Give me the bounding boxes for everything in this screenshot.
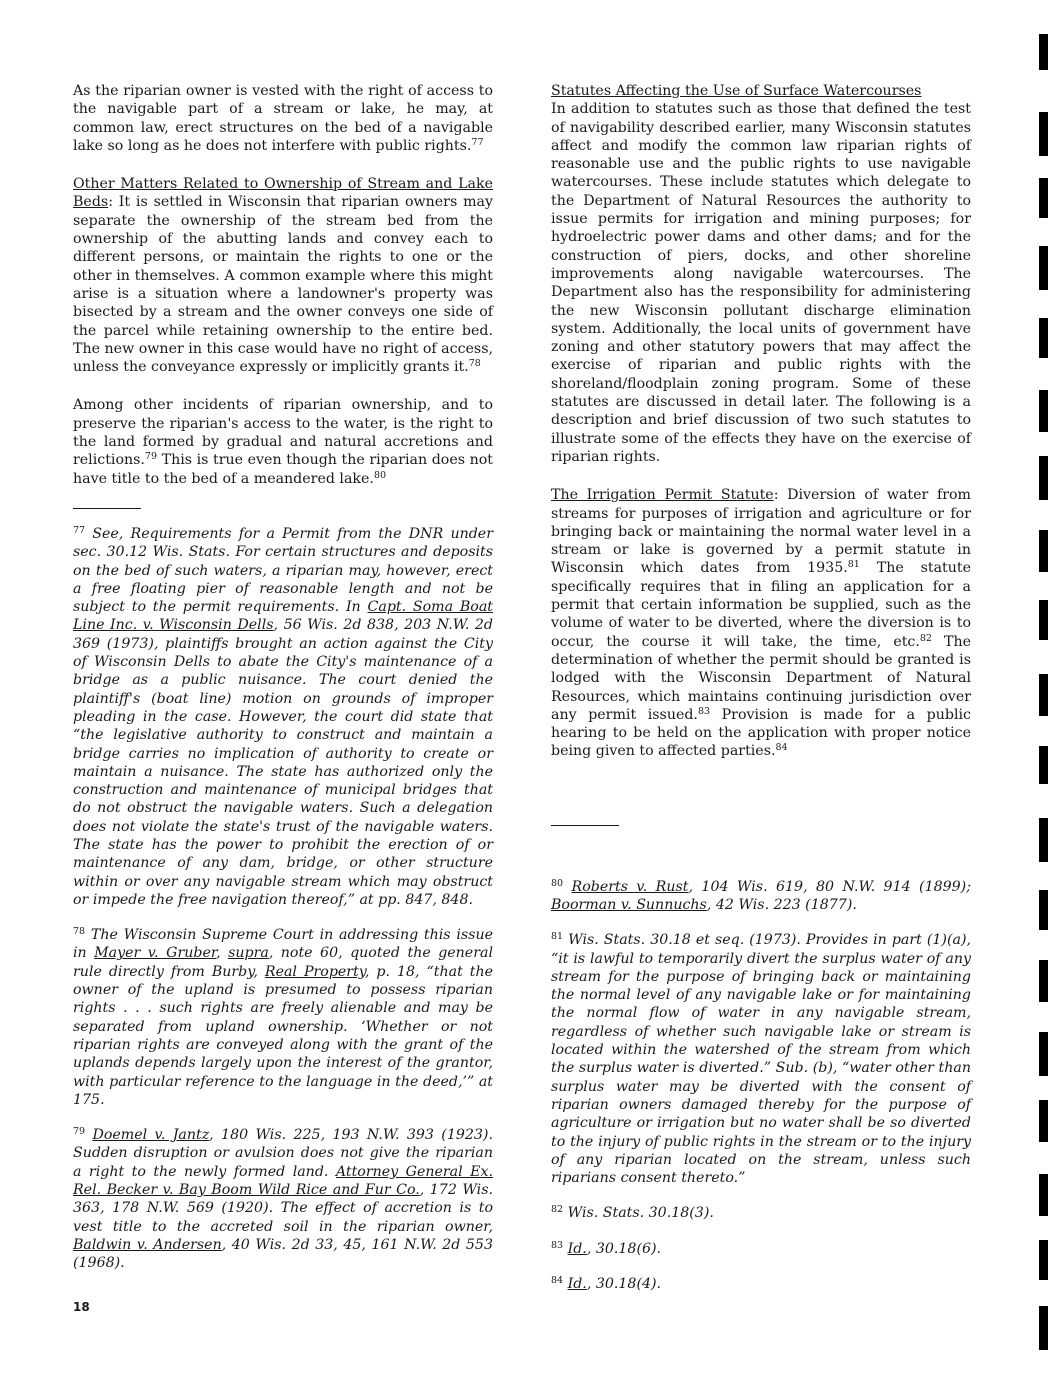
- paragraph-text: In addition to statutes such as those that defined the test of navigability described earlier, many Wisconsin statutes affect and modify the common law riparian rights of reasonable use and the public rights to use navigable watercourses. These include statutes which delegate to the Department of Natural Resources the authority to issue permits for irrigation and mining purposes; for hydroelectric power dams and other dams; and for the construction of piers, docks, and other shoreline improvements along navigable watercourses. The Department also has the responsibility for administering the new Wisconsin pollutant discharge elimination system. Additionally, the local units of government have zoning and other statutory powers that may affect the exercise of riparian and public rights with the shoreland/floodplain zoning program. Some of these statutes are discussed in detail later. The following is a description and brief discussion of two such statutes to illustrate some of the effects they have on the exercise of riparian rights.: [551, 101, 971, 465]
- footnote-number: 80: [551, 877, 564, 889]
- edge-mark: [1039, 390, 1048, 432]
- case-citation: Roberts v. Rust: [571, 878, 689, 895]
- paragraph-text: : Diversion of water from streams for purposes of irrigation and agriculture or for bringing back or maintaining the normal water level in a stream or lake is governed by a permit statute in Wisconsin which dates from 1935.: [551, 487, 971, 577]
- footnote-ref: 84: [775, 742, 788, 754]
- footnote-text: , 30.18(6).: [586, 1240, 662, 1257]
- edge-mark: [1039, 178, 1048, 218]
- edge-mark: [1039, 600, 1048, 640]
- case-citation: Mayer v. Gruber: [94, 945, 217, 962]
- footnote-79: [73, 1126, 493, 1272]
- footnote-divider: [73, 508, 141, 509]
- footnote-83: [551, 1240, 971, 1258]
- case-citation: supra: [228, 945, 269, 962]
- case-citation: Boorman v. Sunnuchs: [551, 896, 707, 913]
- footnote-82: [551, 1204, 971, 1222]
- footnote-text: , 180 Wis. 225, 193 N.W. 393 (1923). Sudden disruption or avulsion does not give the riparian a right to the newly formed land.: [73, 1127, 493, 1180]
- edge-mark: [1039, 1100, 1048, 1142]
- section-heading: Other Matters Related to Ownership of Stream and Lake Beds: [73, 176, 493, 211]
- body-paragraph: [73, 175, 493, 376]
- footnote-number: 82: [551, 1204, 564, 1216]
- footnote-text: , 104 Wis. 619, 80 N.W. 914 (1899);: [688, 878, 971, 895]
- paragraph-text: Provision is made for a public hearing to be held on the application with proper notice being given to affected parties.: [551, 706, 971, 760]
- footnote-number: 83: [551, 1239, 564, 1251]
- footnote-divider: [551, 825, 619, 826]
- edge-mark: [1039, 746, 1048, 784]
- section-heading: Statutes Affecting the Use of Surface Watercourses: [551, 83, 922, 99]
- edge-mark: [1039, 112, 1048, 156]
- case-citation: Baldwin v. Andersen: [73, 1236, 222, 1253]
- body-paragraph: [551, 486, 971, 760]
- footnote-ref: 79: [144, 451, 158, 463]
- paragraph-text: Among other incidents of riparian ownership, and to preserve the riparian's access to the water, is the right to the land formed by gradual and natural accretions and relictions.: [73, 397, 493, 469]
- footnote-77: [73, 525, 493, 909]
- footnote-81: [551, 931, 971, 1187]
- edge-mark: [1039, 674, 1048, 716]
- footnote-ref: 83: [697, 705, 711, 717]
- footnote-80: [551, 878, 971, 915]
- footnote-ref: 82: [919, 632, 932, 644]
- footnote-number: 78: [73, 926, 86, 938]
- footnote-text: , p. 18, “that the owner of the upland is presumed to possess riparian rights . . . such rights are freely alienable and may be separated from upland ownership. ‘Whether or not riparian rights are conveyed along with the grant of the uplands depends largely upon the interest of the grantor, with particular reference to the language in the deed,’” at 175.: [73, 963, 494, 1108]
- footnote-ref: 81: [847, 559, 860, 571]
- body-paragraph: [73, 396, 493, 487]
- case-citation: Id.: [567, 1240, 587, 1257]
- case-citation: Capt. Soma Boat Line Inc. v. Wisconsin Dells: [73, 599, 494, 634]
- edge-mark: [1039, 530, 1048, 572]
- footnote-text: , 56 Wis. 2d 838, 203 N.W. 2d 369 (1973), plaintiffs brought an action against the City of Wisconsin Dells to abate the City's maintenance of a bridge as a public nuisance. The court denied the plaintiff's (boat line) motion on grounds of improper pleading in the case. However, the court did state that “the legislative authority to construct and maintain a bridge carries no implication of authority to create or maintain a nuisance. The state has authorized only the construction and maintenance of municipal bridges that do not obstruct the navigable waters. Such a delegation does not violate the state's trust of the navigable waters. The state has the power to prohibit the erection of or maintenance of any dam, bridge, or other structure within or over any navigable stream which may obstruct or impede the free navigation thereof,” at pp. 847, 848.: [73, 617, 493, 908]
- footnote-text: , 42 Wis. 223 (1877).: [706, 896, 857, 913]
- footnote-ref: 80: [373, 469, 387, 481]
- edge-mark: [1039, 456, 1048, 500]
- footnote-list: [73, 525, 493, 1273]
- footnote-78: [73, 926, 493, 1109]
- case-citation: Real Property: [264, 963, 365, 980]
- edge-mark: [1039, 1174, 1048, 1216]
- scan-edge-marks: [1037, 0, 1051, 1380]
- edge-mark: [1039, 960, 1048, 1002]
- footnote-ref: 77: [471, 136, 484, 148]
- footnote-ref: 78: [468, 358, 481, 370]
- body-paragraph: [73, 82, 493, 155]
- section-heading: The Irrigation Permit Statute: [551, 487, 774, 504]
- footnote-84: [551, 1275, 971, 1293]
- footnote-number: 81: [551, 931, 564, 943]
- edge-mark: [1039, 818, 1048, 862]
- footnote-text: Wis. Stats. 30.18(3).: [567, 1205, 714, 1222]
- paragraph-text: As the riparian owner is vested with the right of access to the navigable part of a stream or lake, he may, at common law, erect structures on the bed of a navigable lake so long as he does not interfere with public rights.: [73, 83, 493, 154]
- footnote-list: [551, 878, 971, 1294]
- left-column: [73, 82, 493, 1290]
- footnote-text: Wis. Stats. 30.18 et seq. (1973). Provides in part (1)(a), “it is lawful to temporarily divert the surplus water of any stream for the purpose of bringing back or maintaining the normal level of any navigable lake or for maintaining the normal flow of water in any navigable stream, regardless of whether such navigable lake or stream is located within the watershed of the stream from which the surplus water is diverted.” Sub. (b), “water other than surplus water may be diverted with the consent of riparian owners damaged thereby for the purpose of agriculture or irrigation but no water shall be so diverted to the injury of public rights in the stream or to the injury of any riparian located on the stream, unless such riparians consent thereto.”: [551, 932, 971, 1187]
- footnote-text: The Wisconsin Supreme Court in addressing this issue in: [73, 927, 493, 962]
- case-citation: Attorney General Ex. Rel. Becker v. Bay Boom Wild Rice and Fur Co.: [73, 1163, 493, 1199]
- edge-mark: [1039, 34, 1048, 70]
- edge-mark: [1039, 1306, 1048, 1350]
- edge-mark: [1039, 890, 1048, 930]
- right-column: [551, 82, 971, 1310]
- footnote-number: 77: [73, 524, 86, 536]
- paragraph-text: : It is settled in Wisconsin that riparian owners may separate the ownership of the stream bed from the ownership of the abutting lands and convey each to different persons, or maintain the rights to one or the other in themselves. A common example where this might arise is a situation where a landowner's property was bisected by a stream and the owner conveys one side of the parcel while retaining ownership to the entire bed. The new owner in this case would have no right of access, unless the conveyance expressly or implicitly grants it.: [73, 194, 493, 376]
- footnote-number: 84: [551, 1275, 564, 1287]
- footnote-text: ,: [216, 945, 229, 962]
- edge-mark: [1039, 1032, 1048, 1076]
- edge-mark: [1039, 1240, 1048, 1280]
- footnote-text: , 30.18(4).: [586, 1276, 662, 1293]
- footnote-text: See, Requirements for a Permit from the DNR under sec. 30.12 Wis. Stats. For certain structures and deposits on the bed of such waters, a riparian may, however, erect a free floating pier of reasonable length and not be subject to the permit requirements. In: [73, 525, 493, 616]
- page-number: 18: [73, 1300, 90, 1314]
- paragraph-text: The determination of whether the permit should be granted is lodged with the Wisconsin Department of Natural Resources, which maintains continuing jurisdiction over any permit issued.: [551, 633, 971, 723]
- case-citation: Doemel v. Jantz: [92, 1127, 210, 1144]
- case-citation: Id.: [567, 1276, 587, 1293]
- paragraph-text: This is true even though the riparian does not have title to the bed of a meandered lake.: [73, 452, 493, 487]
- edge-mark: [1039, 318, 1048, 358]
- footnote-text: , 172 Wis. 363, 178 N.W. 569 (1920). The effect of accretion is to vest title to the accreted soil in the riparian owner,: [73, 1182, 493, 1235]
- footnote-number: 79: [73, 1126, 86, 1138]
- footnote-text: , 40 Wis. 2d 33, 45, 161 N.W. 2d 553 (1968).: [73, 1236, 493, 1272]
- footnote-text: , note 60, quoted the general rule directly from Burby,: [73, 945, 493, 980]
- body-paragraph: [551, 82, 971, 466]
- paragraph-text: The statute specifically requires that in filing an application for a permit that certain information be supplied, such as the volume of water to be diverted, where the diversion is to occur, the course it will take, the time, etc.: [551, 560, 971, 650]
- edge-mark: [1039, 246, 1048, 290]
